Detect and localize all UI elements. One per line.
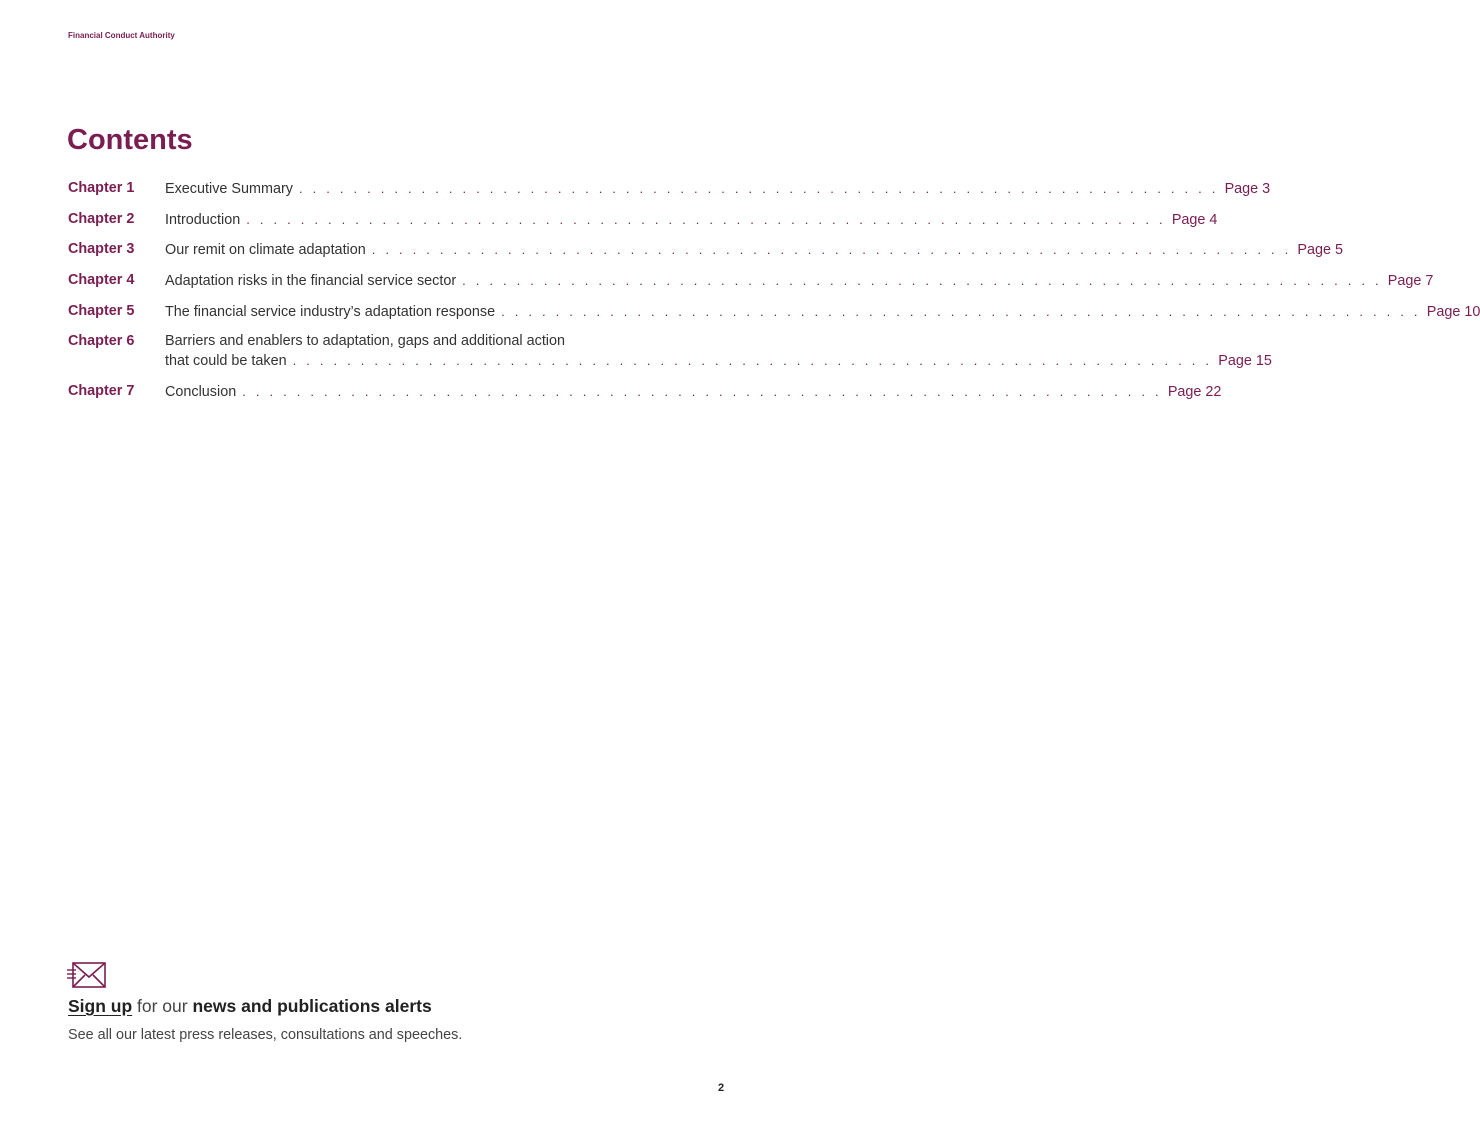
toc-row-chapter-1[interactable] [68,179,1271,210]
signup-line [68,996,432,1017]
toc-row-chapter-6[interactable] [68,332,1272,382]
toc-row-chapter-3[interactable] [68,240,1344,271]
signup-description: See all our latest press releases, consultations and speeches. [68,1027,463,1043]
toc-chapter-label[interactable]: Chapter 2 [68,210,135,227]
toc-page[interactable]: Page 7 [1387,273,1434,290]
toc-row-chapter-2[interactable] [68,210,1218,241]
toc-leader-dots: . . . . . . . . . . . . . . . . . . . . . . . . . . . . . . . . . . . . . . . . . . . . . . . . . . . . . . . . . . . . . . . . . . . . [292,353,1213,369]
signup-middle-text: for our [132,996,193,1016]
header-org: Financial Conduct Authority [68,31,175,40]
toc-page[interactable]: Page 15 [1218,353,1272,370]
toc-chapter-label[interactable]: Chapter 1 [68,180,135,196]
toc-title[interactable]: Introduction [165,211,241,228]
toc-chapter-label[interactable]: Chapter 4 [68,272,135,289]
toc-title[interactable]: Barriers and enablers to adaptation, gaps and additional action [165,333,566,350]
toc-page[interactable]: Page 3 [1224,181,1271,197]
toc-page[interactable]: Page 10 [1426,303,1480,320]
toc-leader-dots: . . . . . . . . . . . . . . . . . . . . . . . . . . . . . . . . . . . . . . . . . . . . . . . . . . . . . . . . . . . . . . . . . . . . [246,211,1166,227]
toc-chapter-label[interactable]: Chapter 7 [68,383,135,400]
toc-title[interactable]: The financial service industry’s adaptation response [165,303,496,320]
toc-chapter-label[interactable]: Chapter 5 [68,302,135,319]
toc-page[interactable]: Page 5 [1297,242,1344,259]
toc-page[interactable]: Page 4 [1171,211,1218,228]
toc-chapter-label[interactable]: Chapter 3 [68,241,135,258]
toc-row-chapter-4[interactable] [68,271,1434,302]
toc-chapter-label[interactable]: Chapter 6 [68,333,135,350]
signup-link[interactable]: Sign up [68,996,133,1016]
table-of-contents [68,179,1480,413]
signup-alerts-text: news and publications alerts [192,996,432,1016]
page-number: 2 [718,1082,725,1094]
toc-page[interactable]: Page 22 [1167,384,1222,401]
toc-leader-dots: . . . . . . . . . . . . . . . . . . . . . . . . . . . . . . . . . . . . . . . . . . . . . . . . . . . . . . . . . . . . . . . . . . . . [298,181,1219,196]
envelope-icon [67,960,107,990]
toc-leader-dots: . . . . . . . . . . . . . . . . . . . . . . . . . . . . . . . . . . . . . . . . . . . . . . . . . . . . . . . . . . . . . . . . . . . . [462,273,1382,289]
toc-leader-dots: . . . . . . . . . . . . . . . . . . . . . . . . . . . . . . . . . . . . . . . . . . . . . . . . . . . . . . . . . . . . . . . . . . . . [371,242,1292,258]
toc-title[interactable]: Our remit on climate adaptation [165,242,366,259]
toc-title[interactable]: Conclusion [165,384,237,401]
toc-leader-dots: . . . . . . . . . . . . . . . . . . . . . . . . . . . . . . . . . . . . . . . . . . . . . . . . . . . . . . . . . . . . . . . . . . . . [242,384,1162,400]
toc-title[interactable]: Adaptation risks in the financial service sector [165,273,457,290]
toc-title-continued[interactable]: that could be taken [165,353,287,370]
toc-row-chapter-5[interactable] [68,302,1480,333]
toc-row-chapter-7[interactable] [68,382,1222,413]
page-title: Contents [67,124,193,156]
toc-leader-dots: . . . . . . . . . . . . . . . . . . . . . . . . . . . . . . . . . . . . . . . . . . . . . . . . . . . . . . . . . . . . . . . . . . . . [501,303,1421,319]
toc-title[interactable]: Executive Summary [165,181,293,197]
